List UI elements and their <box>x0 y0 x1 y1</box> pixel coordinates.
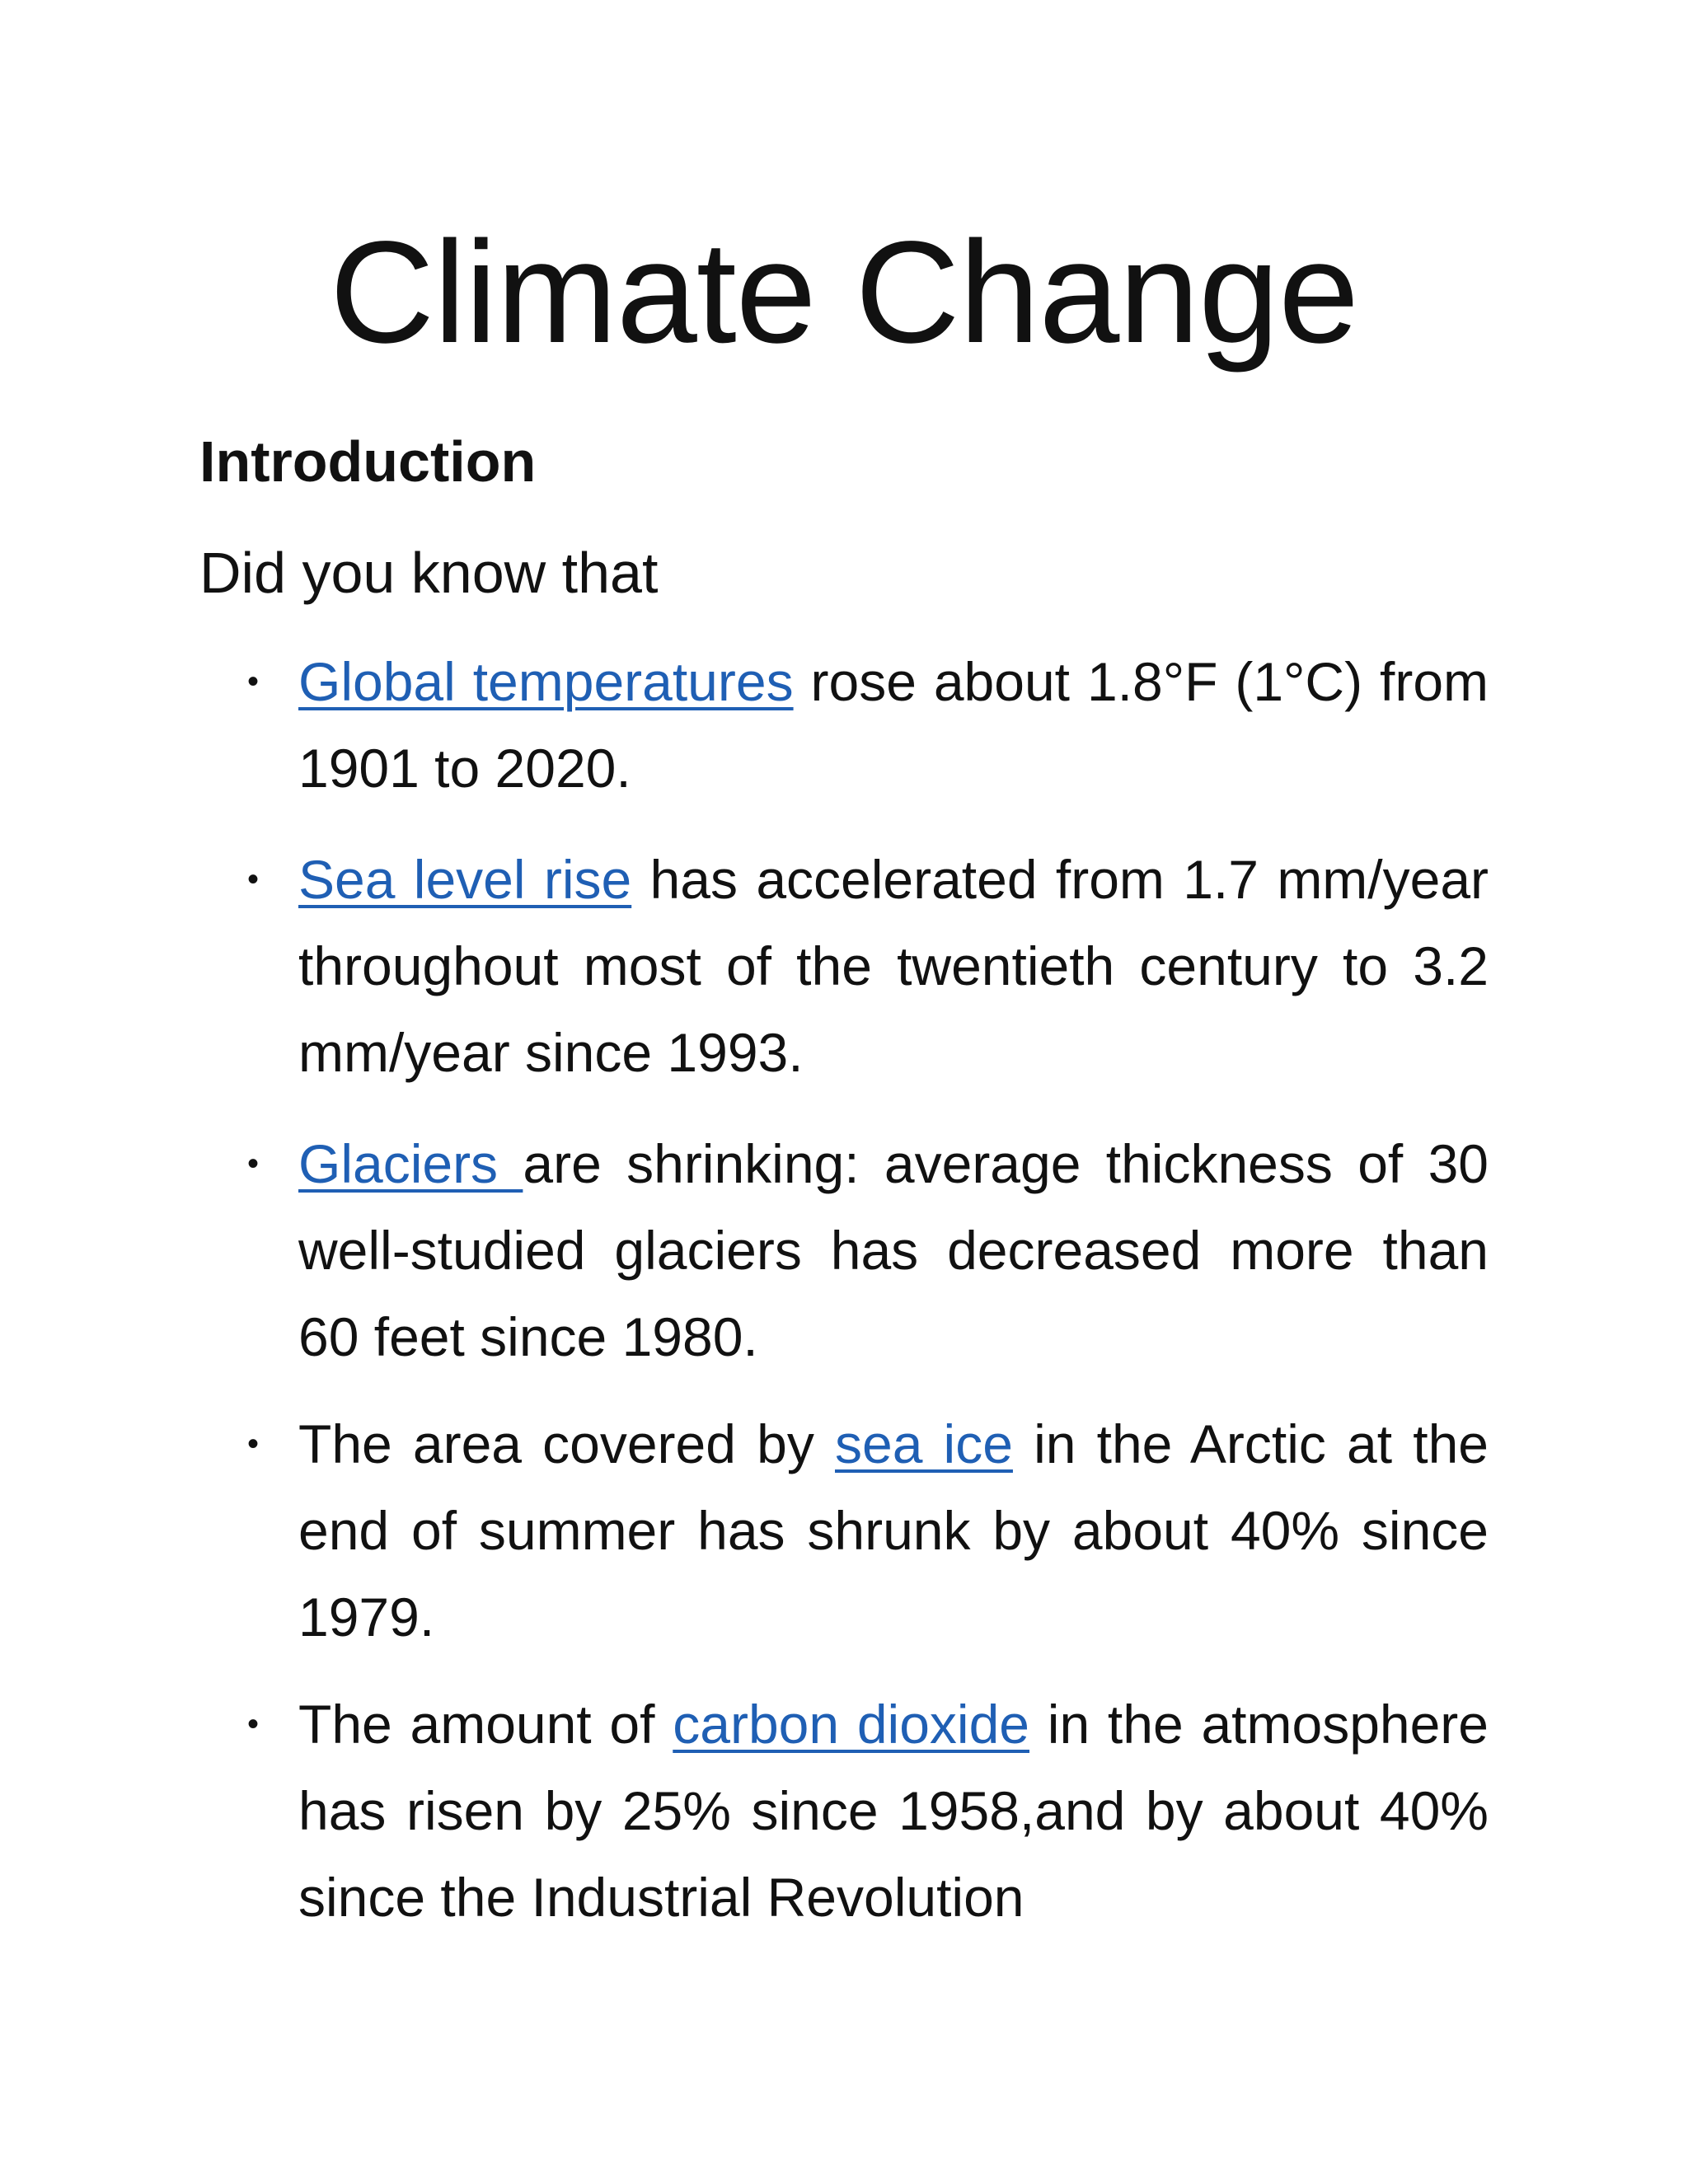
global-temperatures-link[interactable]: Global temperatures <box>298 651 794 712</box>
fact-item <box>247 1681 1489 1941</box>
fact-text-before: The area covered by <box>298 1413 835 1474</box>
fact-item <box>247 639 1489 812</box>
fact-text: are shrinking: average thickness of 30 well-studied glaciers has decreased more than 60 feet since 1980. <box>298 1133 1489 1367</box>
bullet-icon: • <box>247 1426 260 1462</box>
section-heading: Introduction <box>199 429 537 494</box>
bullet-icon: • <box>247 1146 260 1182</box>
carbon-dioxide-link[interactable]: carbon dioxide <box>673 1694 1029 1755</box>
fact-item <box>247 1401 1489 1661</box>
fact-item <box>247 837 1489 1096</box>
fact-text: in the Arctic at the end of summer has shrunk by about 40% since 1979. <box>298 1413 1489 1647</box>
intro-lead: Did you know that <box>199 541 659 605</box>
facts-list <box>247 639 1489 1966</box>
bullet-icon: • <box>247 663 260 700</box>
glaciers-link[interactable]: Glaciers <box>298 1133 523 1194</box>
fact-text: has accelerated from 1.7 mm/year throughout most of the twentieth century to 3.2 mm/year since 1993. <box>298 849 1489 1083</box>
bullet-icon: • <box>247 861 260 898</box>
fact-item <box>247 1121 1489 1380</box>
page-title: Climate Change <box>330 212 1358 373</box>
fact-text: rose about 1.8°F (1°C) from 1901 to 2020. <box>298 651 1489 799</box>
fact-text: in the atmosphere has risen by 25% since 1958,and by about 40% since the Industrial Revolution <box>298 1694 1489 1928</box>
sea-level-rise-link[interactable]: Sea level rise <box>298 849 632 910</box>
fact-text-before: The amount of <box>298 1694 673 1755</box>
sea-ice-link[interactable]: sea ice <box>834 1413 1013 1474</box>
bullet-icon: • <box>247 1706 260 1742</box>
